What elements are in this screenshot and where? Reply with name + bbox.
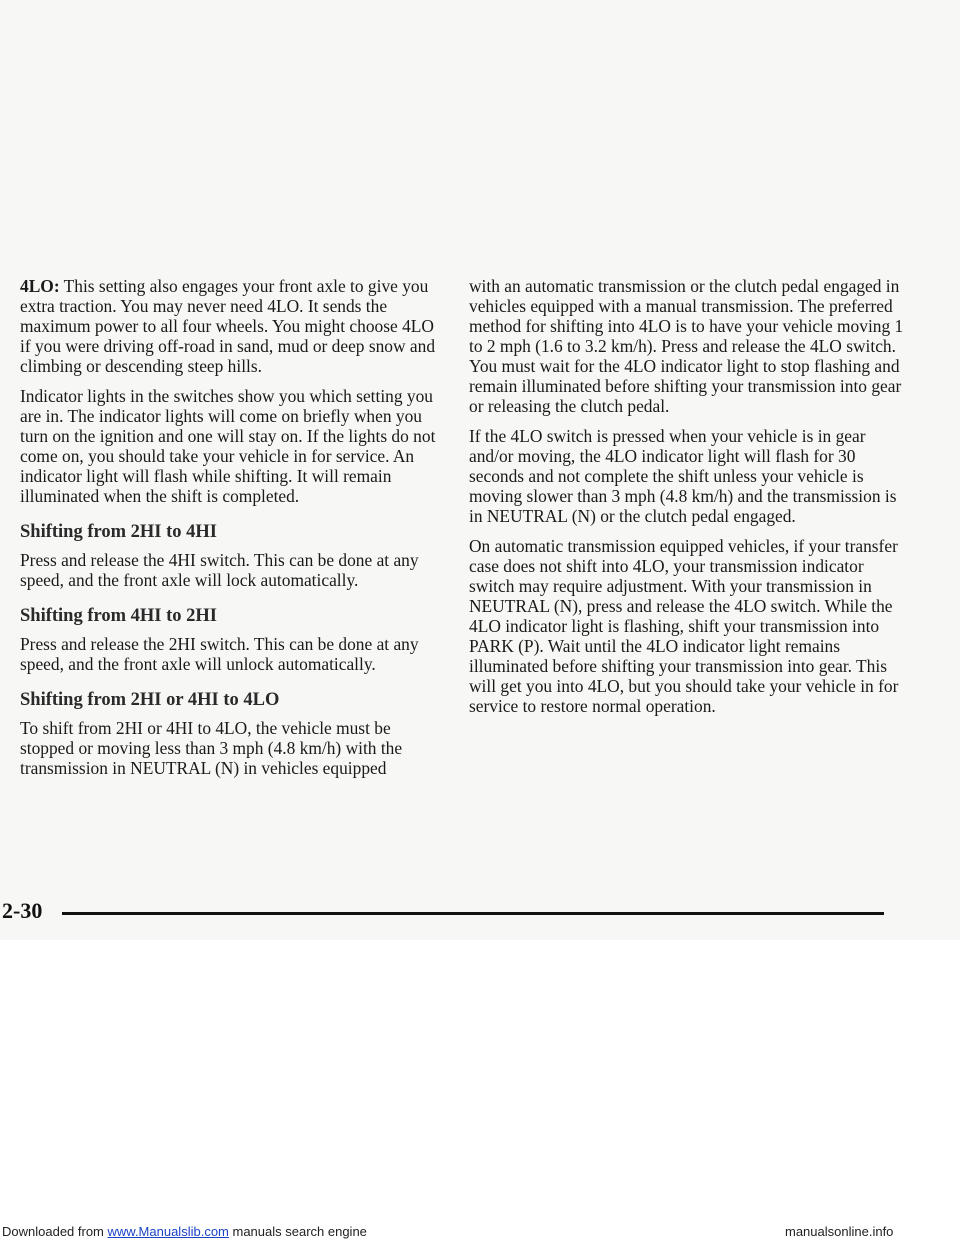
- footer-rule: [62, 912, 884, 915]
- paragraph-transfer-case: On automatic transmission equipped vehicles, if your transfer case does not shift into 4LO, your transmission indicator switch may require adjustment. With your transmission in NEUTRAL (N), press and release the 4LO switch. While the 4LO indicator light is flashing, shift your transmission into PARK (P). Wait until the 4LO indicator light remains illuminated before shifting your transmission into gear. This will get you into 4LO, but you should take your vehicle in for service to restore normal operation.: [469, 536, 899, 716]
- paragraph-automatic-transmission: with an automatic transmission or the clutch pedal engaged in vehicles equipped with a manual transmission. The preferred method for shifting into 4LO is to have your vehicle moving 1 to 2 mph (1.6 to 3.2 km/h). Press and release the 4LO switch. You must wait for the 4LO indicator light to stop flashing and remain illuminated before shifting your transmission into gear or releasing the clutch pedal.: [469, 276, 904, 416]
- term-4lo: 4LO:: [20, 276, 60, 296]
- manualslib-link[interactable]: www.Manualslib.com: [107, 1224, 229, 1239]
- heading-4hi-to-2hi: Shifting from 4HI to 2HI: [20, 606, 218, 626]
- paragraph-to-4lo: To shift from 2HI or 4HI to 4LO, the vehicle must be stopped or moving less than 3 mph (4.8 km/h) with the transmission in NEUTRAL (N) in vehicles equipped: [20, 718, 403, 778]
- paragraph-indicator-lights: Indicator lights in the switches show you which setting you are in. The indicator lights will come on briefly when you turn on the ignition and one will stay on. If the lights do not come on, you should take your vehicle in for service. An indicator light will flash while shifting. It will remain illuminated when the shift is completed.: [20, 386, 436, 506]
- paragraph-2hi-to-4hi: Press and release the 4HI switch. This can be done at any speed, and the front axle will lock automatically.: [20, 550, 419, 590]
- paragraph-4hi-to-2hi: Press and release the 2HI switch. This can be done at any speed, and the front axle will unlock automatically.: [20, 634, 419, 674]
- download-notice: [2, 1224, 367, 1239]
- page-number: 2-30: [2, 898, 43, 923]
- paragraph-4lo: [20, 276, 444, 376]
- paragraph-4lo-text: This setting also engages your front axle to give you extra traction. You may never need 4LO. It sends the maximum power to all four wheels. You might choose 4LO if you were driving off-road in sand, mud or deep snow and climbing or descending steep hills.: [20, 276, 436, 376]
- download-prefix: Downloaded from: [2, 1224, 108, 1239]
- page-footer: [0, 896, 960, 926]
- heading-to-4lo: Shifting from 2HI or 4HI to 4LO: [20, 690, 280, 710]
- heading-2hi-to-4hi: Shifting from 2HI to 4HI: [20, 522, 218, 542]
- left-column: [20, 276, 444, 788]
- paragraph-4lo-pressed: If the 4LO switch is pressed when your vehicle is in gear and/or moving, the 4LO indicator light will flash for 30 seconds and not complete the shift unless your vehicle is moving slower than 3 mph (4.8 km/h) and the transmission is in NEUTRAL (N) or the clutch pedal engaged.: [469, 426, 897, 526]
- manualsonline-watermark: manualsonline.info: [785, 1224, 894, 1239]
- download-suffix: manuals search engine: [228, 1224, 367, 1239]
- right-column: [469, 276, 909, 726]
